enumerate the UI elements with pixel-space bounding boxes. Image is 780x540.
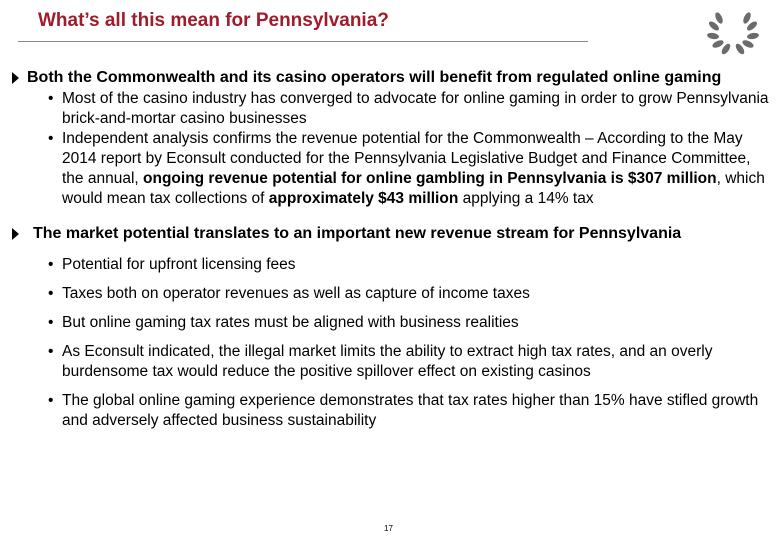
section1-bullets — [8, 89, 772, 209]
bullet-dot-icon: • — [48, 285, 54, 302]
triangle-bullet-icon — [12, 72, 19, 84]
bullet-dot-icon: • — [48, 314, 54, 331]
section2-bullets — [8, 255, 772, 431]
bullet-text: applying a 14% tax — [458, 190, 594, 207]
section2-heading-text: The market potential translates to an important new revenue stream for Pennsylvania — [33, 225, 682, 242]
bullet-text: Potential for upfront licensing fees — [62, 256, 296, 273]
list-item — [8, 284, 772, 304]
bullet-bold-text: ongoing revenue potential for online gambling in Pennsylvania is $307 million — [143, 170, 717, 187]
bullet-dot-icon: • — [48, 130, 54, 147]
bullet-dot-icon: • — [48, 343, 54, 360]
list-item — [8, 129, 772, 209]
list-item — [8, 255, 772, 275]
bullet-text: Independent analysis confirms the revenue potential for the Commonwealth – According to the May 2014 report by Econsult conducted for the Pennsylvania Legislative Budget and Finance Committee, the annual, — [62, 130, 751, 187]
laurel-wreath-icon — [705, 6, 761, 56]
title-underline — [18, 41, 588, 42]
section1-heading — [8, 67, 772, 88]
section2-heading — [8, 223, 772, 244]
slide-body — [8, 67, 772, 440]
bullet-text: But online gaming tax rates must be aligned with business realities — [62, 314, 519, 331]
page-number: 17 — [384, 524, 393, 533]
list-item — [8, 89, 772, 129]
bullet-text: The global online gaming experience demonstrates that tax rates higher than 15% have stifled growth and adversely affected business sustainability — [62, 392, 759, 429]
list-item — [8, 391, 772, 431]
bullet-text: Most of the casino industry has converged to advocate for online gaming in order to grow Pennsylvania brick-and-mortar casino businesses — [62, 90, 769, 127]
bullet-dot-icon: • — [48, 392, 54, 409]
section1-heading-text: Both the Commonwealth and its casino operators will benefit from regulated online gaming — [27, 69, 722, 86]
bullet-text: Taxes both on operator revenues as well as capture of income taxes — [62, 285, 530, 302]
triangle-bullet-icon — [12, 228, 19, 240]
bullet-text: , which would mean tax collections of — [62, 170, 765, 207]
list-item — [8, 342, 772, 382]
bullet-bold-text: approximately $43 million — [268, 190, 459, 207]
slide-title: What’s all this mean for Pennsylvania? — [38, 10, 389, 31]
list-item — [8, 313, 772, 333]
bullet-dot-icon: • — [48, 256, 54, 273]
bullet-text: As Econsult indicated, the illegal market limits the ability to extract high tax rates, and an overly burdensome tax would reduce the positive spillover effect on existing casinos — [62, 343, 713, 380]
bullet-dot-icon: • — [48, 90, 54, 107]
